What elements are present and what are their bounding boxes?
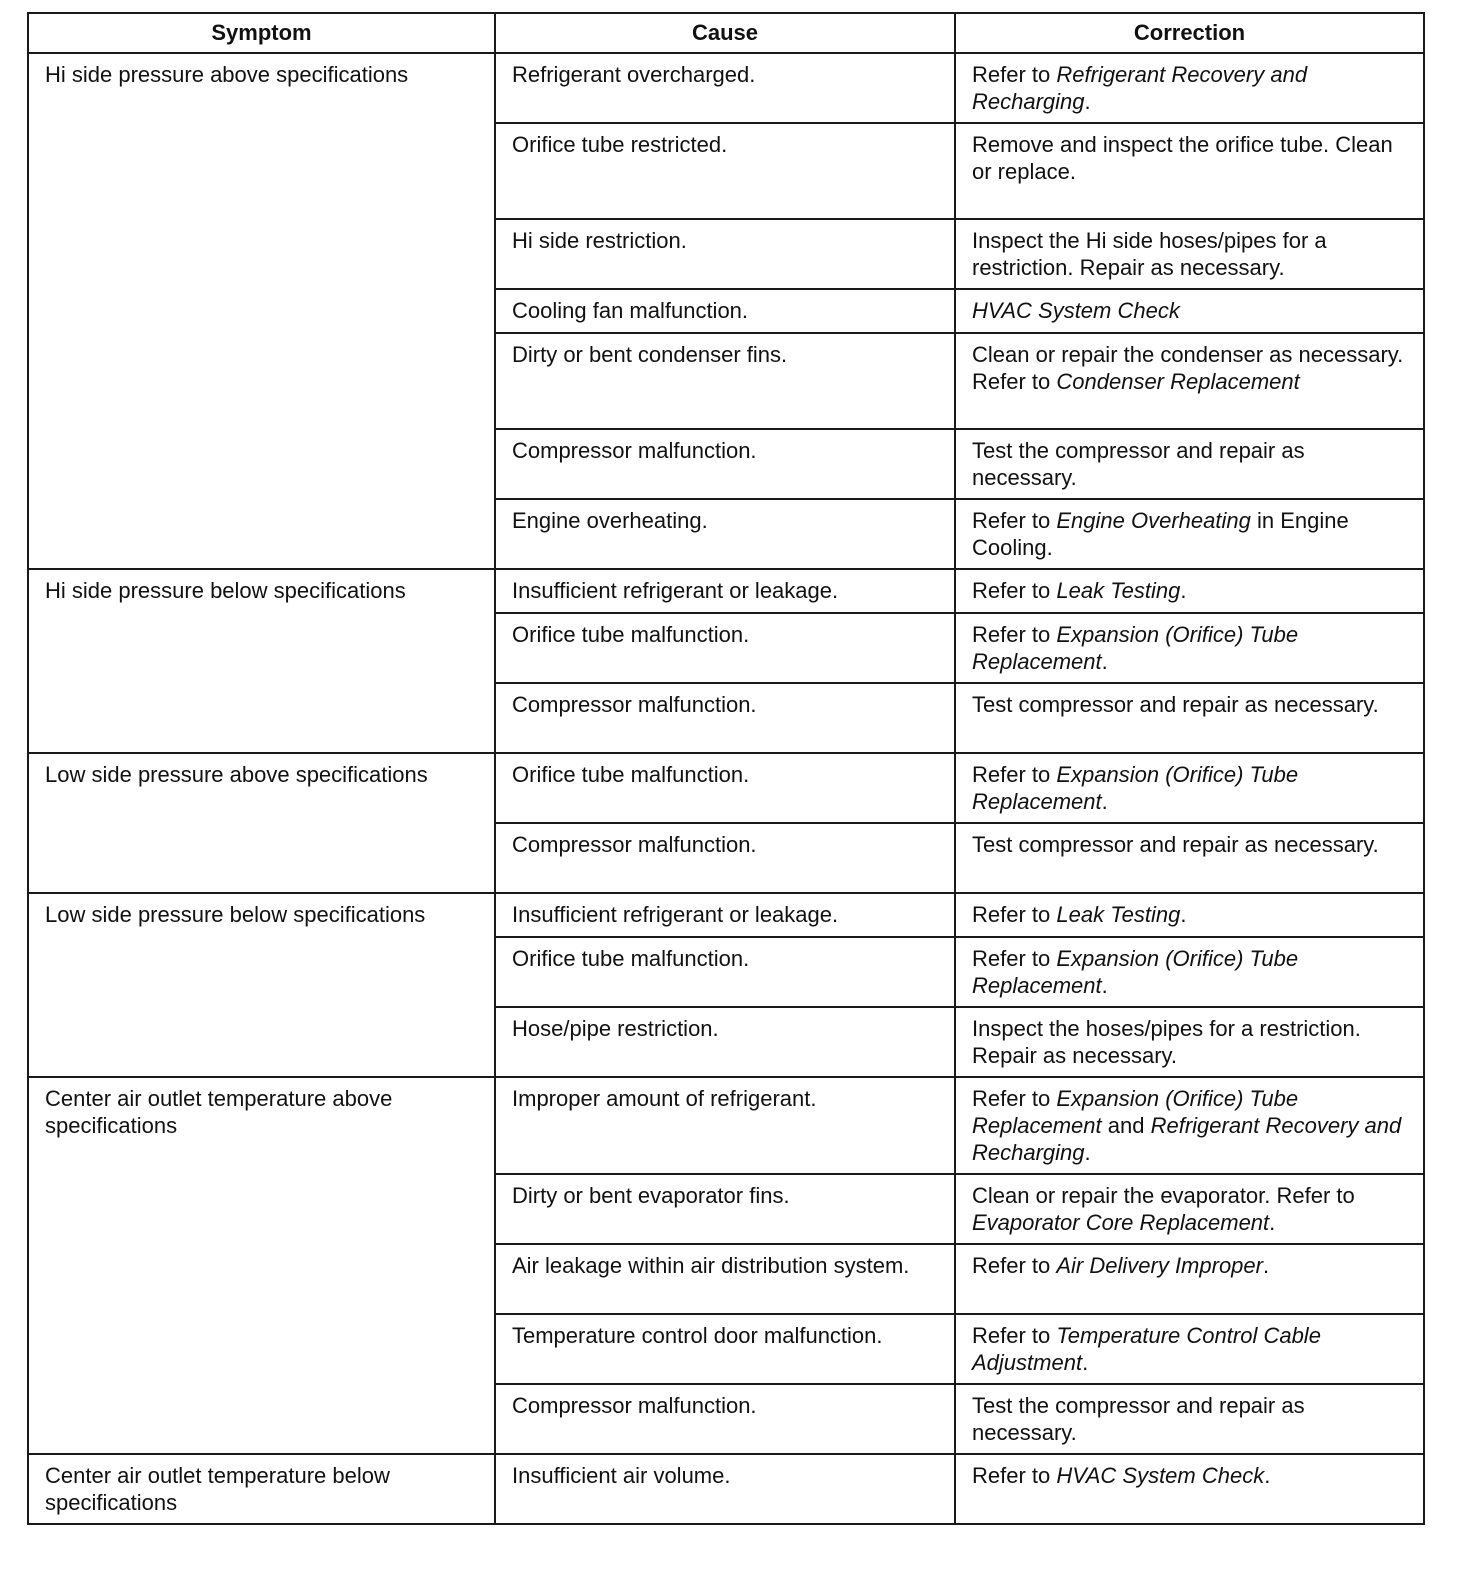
table-row [28, 893, 1424, 937]
correction-text: Refer to [972, 1463, 1057, 1488]
correction-cell [955, 1007, 1424, 1077]
symptom-cause-correction-table [27, 12, 1425, 1525]
table-body [28, 53, 1424, 1524]
table-header [28, 13, 1424, 53]
cause-cell: Insufficient refrigerant or leakage. [495, 569, 955, 613]
correction-cell [955, 1244, 1424, 1314]
cause-cell: Orifice tube malfunction. [495, 613, 955, 683]
correction-text: . [1084, 89, 1091, 114]
correction-reference: Refrigerant Recovery and Recharging [972, 1113, 1402, 1165]
correction-text: . [1101, 649, 1108, 674]
correction-cell [955, 1384, 1424, 1454]
header-correction: Correction [955, 13, 1424, 53]
header-symptom: Symptom [28, 13, 495, 53]
correction-reference: HVAC System Check [1056, 1463, 1265, 1488]
header-cause: Cause [495, 13, 955, 53]
correction-cell [955, 683, 1424, 753]
correction-text: and [1101, 1113, 1151, 1138]
cause-cell: Insufficient air volume. [495, 1454, 955, 1524]
correction-text: . [1264, 1463, 1271, 1488]
correction-text: Refer to [972, 1323, 1057, 1348]
header-row [28, 13, 1424, 53]
symptom-cell: Hi side pressure above specifications [28, 53, 495, 569]
correction-text: Refer to [972, 578, 1057, 603]
correction-text: Test the compressor and repair as necessary. [972, 438, 1305, 490]
correction-reference: Leak Testing [1056, 902, 1181, 927]
symptom-cell: Low side pressure above specifications [28, 753, 495, 893]
cause-cell: Dirty or bent evaporator fins. [495, 1174, 955, 1244]
correction-text: Refer to [972, 62, 1057, 87]
correction-text: Clean or repair the evaporator. Refer to [972, 1183, 1355, 1208]
correction-cell [955, 823, 1424, 893]
correction-cell [955, 1314, 1424, 1384]
diagnostic-table-sheet [27, 12, 1423, 1525]
correction-cell [955, 53, 1424, 123]
correction-cell [955, 613, 1424, 683]
cause-cell: Insufficient refrigerant or leakage. [495, 893, 955, 937]
cause-cell: Improper amount of refrigerant. [495, 1077, 955, 1174]
correction-text: Refer to [972, 1253, 1057, 1278]
correction-text: Refer to [972, 946, 1057, 971]
correction-cell [955, 1174, 1424, 1244]
correction-reference: Expansion (Orifice) Tube Replacement [972, 946, 1299, 998]
correction-text: Test compressor and repair as necessary. [972, 692, 1379, 717]
cause-cell: Engine overheating. [495, 499, 955, 569]
correction-text: . [1269, 1210, 1276, 1235]
symptom-cell: Low side pressure below specifications [28, 893, 495, 1077]
correction-reference: HVAC System Check [972, 298, 1180, 323]
cause-cell: Compressor malfunction. [495, 823, 955, 893]
correction-text: . [1084, 1140, 1091, 1165]
correction-text: Inspect the Hi side hoses/pipes for a restriction. Repair as necessary. [972, 228, 1327, 280]
correction-text: . [1082, 1350, 1089, 1375]
correction-reference: Expansion (Orifice) Tube Replacement [972, 762, 1299, 814]
cause-cell: Compressor malfunction. [495, 1384, 955, 1454]
symptom-cell: Center air outlet temperature above specifications [28, 1077, 495, 1454]
correction-cell [955, 429, 1424, 499]
cause-cell: Cooling fan malfunction. [495, 289, 955, 333]
correction-cell [955, 569, 1424, 613]
correction-cell [955, 219, 1424, 289]
cause-cell: Compressor malfunction. [495, 429, 955, 499]
correction-reference: Leak Testing [1056, 578, 1181, 603]
correction-text: Test compressor and repair as necessary. [972, 832, 1379, 857]
correction-cell [955, 123, 1424, 219]
correction-cell [955, 289, 1424, 333]
correction-reference: Refrigerant Recovery and Recharging [972, 62, 1308, 114]
cause-cell: Air leakage within air distribution system. [495, 1244, 955, 1314]
correction-text: Refer to [972, 508, 1057, 533]
table-row [28, 1077, 1424, 1174]
correction-cell [955, 333, 1424, 429]
correction-reference: Engine Overheating [1056, 508, 1251, 533]
symptom-cell: Center air outlet temperature below specifications [28, 1454, 495, 1524]
correction-cell [955, 499, 1424, 569]
correction-text: Inspect the hoses/pipes for a restriction. Repair as necessary. [972, 1016, 1361, 1068]
cause-cell: Refrigerant overcharged. [495, 53, 955, 123]
cause-cell: Dirty or bent condenser fins. [495, 333, 955, 429]
symptom-cell: Hi side pressure below specifications [28, 569, 495, 753]
table-row [28, 753, 1424, 823]
correction-text: . [1101, 973, 1108, 998]
cause-cell: Orifice tube malfunction. [495, 937, 955, 1007]
cause-cell: Hi side restriction. [495, 219, 955, 289]
correction-reference: Expansion (Orifice) Tube Replacement [972, 622, 1299, 674]
correction-reference: Condenser Replacement [1056, 369, 1300, 394]
correction-text: in Engine Cooling. [972, 508, 1349, 560]
correction-cell [955, 753, 1424, 823]
correction-text: . [1180, 902, 1187, 927]
correction-text: Clean or repair the condenser as necessary. Refer to [972, 342, 1404, 394]
correction-text: Refer to [972, 1086, 1057, 1111]
cause-cell: Temperature control door malfunction. [495, 1314, 955, 1384]
table-row [28, 1454, 1424, 1524]
correction-reference: Air Delivery Improper [1056, 1253, 1263, 1278]
correction-text: Refer to [972, 902, 1057, 927]
correction-text: . [1180, 578, 1187, 603]
correction-reference: Expansion (Orifice) Tube Replacement [972, 1086, 1299, 1138]
correction-cell [955, 893, 1424, 937]
correction-text: Refer to [972, 622, 1057, 647]
correction-cell [955, 1077, 1424, 1174]
cause-cell: Compressor malfunction. [495, 683, 955, 753]
correction-reference: Evaporator Core Replacement [972, 1210, 1270, 1235]
cause-cell: Hose/pipe restriction. [495, 1007, 955, 1077]
cause-cell: Orifice tube restricted. [495, 123, 955, 219]
correction-reference: Temperature Control Cable Adjustment [972, 1323, 1321, 1375]
correction-cell [955, 937, 1424, 1007]
correction-text: Test the compressor and repair as necessary. [972, 1393, 1305, 1445]
correction-text: . [1101, 789, 1108, 814]
correction-text: . [1262, 1253, 1270, 1278]
correction-text: Refer to [972, 762, 1057, 787]
table-row [28, 53, 1424, 123]
table-row [28, 569, 1424, 613]
correction-cell [955, 1454, 1424, 1524]
cause-cell: Orifice tube malfunction. [495, 753, 955, 823]
correction-text: Remove and inspect the orifice tube. Clean or replace. [972, 132, 1393, 184]
